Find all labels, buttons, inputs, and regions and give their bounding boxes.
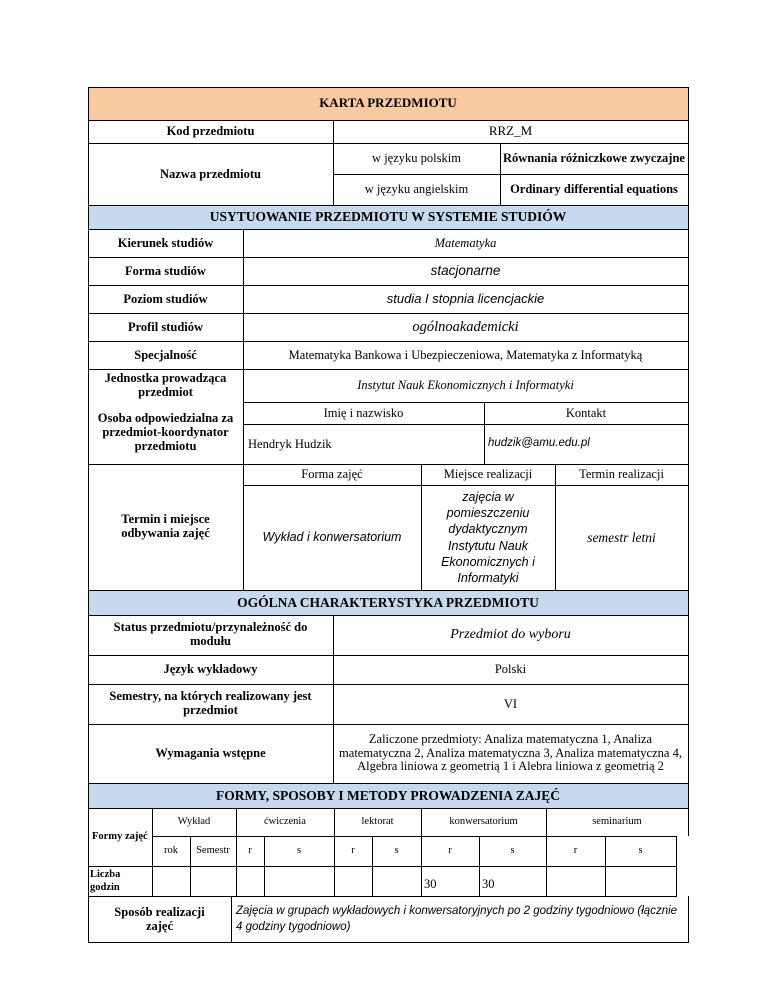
section2-heading: OGÓLNA CHARAKTERYSTYKA PRZEDMIOTU (237, 594, 539, 610)
lektorat-s: s (394, 844, 399, 856)
seminarium-s: s (638, 844, 643, 856)
kierunek-value: Matematyka (434, 235, 497, 250)
cwiczenia-r: r (248, 844, 252, 856)
method-label: Sposób realizacji zajęć (114, 904, 205, 933)
section3-heading: FORMY, SPOSOBY I METODY PROWADZENIA ZAJĘĆ (215, 787, 561, 803)
poziom-label: Poziom studiów (123, 291, 208, 306)
language-value: Polski (494, 662, 527, 677)
forms-row-label: Formy zajęć (92, 831, 148, 843)
konwersatorium-r-hours: 30 (424, 876, 437, 891)
course-name-en-label: w języku angielskim (364, 182, 469, 197)
method-value: Zajęcia w grupach wykładowych i konwersatoryjnych po 2 godziny tygodniowo (łącznie 4 godziny tygodniowo) (236, 904, 678, 933)
language-label: Język wykładowy (163, 662, 258, 677)
lektorat-header: lektorat (361, 815, 394, 827)
coordinator-name: Hendryk Hudzik (248, 436, 332, 451)
course-name-pl-value: Równania różniczkowe zwyczajne (503, 150, 685, 165)
semesters-value: VI (503, 696, 518, 711)
coordinator-name-header: Imię i nazwisko (323, 405, 404, 420)
schedule-term: semestr letni (587, 529, 656, 545)
wyklad-header: Wykład (177, 815, 211, 827)
coordinator-label: Osoba odpowiedzialna za przedmiot-koordynator przedmiotu (97, 411, 234, 453)
schedule-form: Wykład i konwersatorium (262, 530, 402, 545)
konwersatorium-header: konwersatorium (449, 815, 518, 827)
requirements-label: Wymagania wstępne (155, 746, 266, 761)
seminarium-r: r (573, 844, 578, 856)
card-title: KARTA PRZEDMIOTU (319, 95, 457, 111)
semesters-label: Semestry, na których realizowany jest przedmiot (109, 689, 312, 717)
coordinator-contact[interactable]: hudzik@amu.edu.pl (488, 437, 590, 450)
wyklad-semestr: Semestr (196, 844, 230, 856)
specjalnosc-value: Matematyka Bankowa i Ubezpieczeniowa, Matematyka z Informatyką (288, 347, 643, 362)
konwersatorium-r: r (448, 844, 452, 856)
specjalnosc-label: Specjalność (134, 347, 197, 362)
schedule-form-header: Forma zajęć (301, 467, 363, 482)
jednostka-value: Instytut Nauk Ekonomicznych i Informatyki (357, 378, 574, 393)
course-name-pl-label: w języku polskim (372, 151, 461, 166)
course-code-label: Kod przedmiotu (166, 124, 255, 139)
requirements-value: Zaliczone przedmioty: Analiza matematyczna 1, Analiza matematyczna 2, Analiza matematyczna 3, Analiza matematyczna 4, Algebra liniowa z geometrią 1 i Alebra liniowa z geometrią 2 (339, 731, 682, 774)
konwersatorium-s: s (510, 844, 515, 856)
profil-value: ogólnoakademicki (412, 318, 519, 335)
kierunek-label: Kierunek studiów (117, 235, 214, 250)
status-value: Przedmiot do wyboru (450, 626, 571, 642)
schedule-term-header: Termin realizacji (579, 467, 664, 482)
forma-label: Forma studiów (125, 263, 206, 278)
section1-heading: USYTUOWANIE PRZEDMIOTU W SYSTEMIE STUDIÓW (209, 209, 567, 225)
cwiczenia-header: ćwiczenia (264, 815, 306, 827)
schedule-place-header: Miejsce realizacji (443, 467, 533, 482)
course-code-value: RRZ_M (488, 123, 533, 139)
course-name-en-value: Ordinary differential equations (510, 181, 678, 196)
schedule-place: zajęcia w pomieszczeniu dydaktycznym Instytutu Nauk Ekonomicznych i Informatyki (441, 489, 535, 585)
konwersatorium-s-hours: 30 (482, 876, 495, 891)
status-label: Status przedmiotu/przynależność do modułu (113, 620, 308, 648)
wyklad-rok: rok (164, 844, 178, 856)
jednostka-label: Jednostka prowadząca przedmiot (104, 370, 227, 399)
hours-label: Liczba godzin (90, 868, 121, 893)
poziom-value: studia I stopnia licencjackie (386, 290, 545, 306)
seminarium-header: seminarium (592, 815, 642, 827)
cwiczenia-s: s (296, 844, 302, 856)
lektorat-r: r (351, 844, 355, 856)
forma-value: stacjonarne (430, 263, 501, 279)
schedule-label: Termin i miejsce odbywania zajęć (121, 512, 210, 540)
course-name-label: Nazwa przedmiotu (159, 166, 262, 181)
coordinator-contact-header: Kontakt (565, 405, 607, 420)
profil-label: Profil studiów (127, 319, 204, 334)
